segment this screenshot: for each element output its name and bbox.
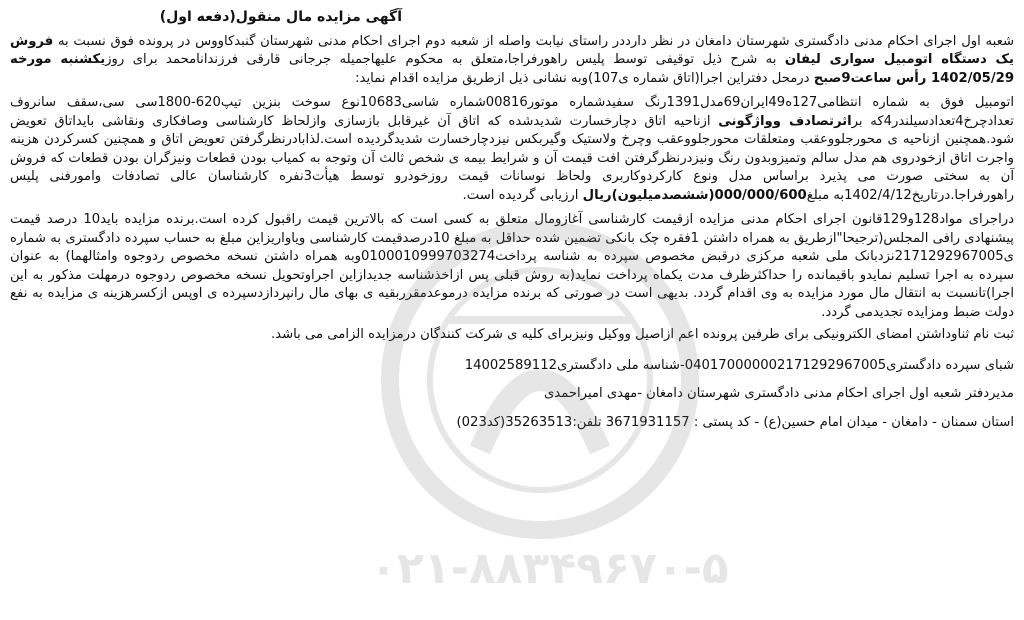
registration-line: ثبت نام ثناوداشتن امضای الکترونیکی برای طرفین پرونده اعم ازاصیل ووکیل ونیزبرای کلیه ی شرکت کنندگان درمزایده الزامی می باشد. bbox=[270, 327, 1014, 342]
intro-paragraph bbox=[10, 33, 1014, 89]
address-line: استان سمنان - دامغان - میدان امام حسین(ع) - کد پستی : 3671931157 تلفن:35263513(کد023) bbox=[456, 414, 1014, 430]
sheba-line: شبای سپرده دادگستری040170000002171292967005-شناسه ملی دادگستری14002589112 bbox=[464, 357, 1014, 373]
watermark-phone: ۰۲۱-۸۸۳۴۹۶۷۰-۵ bbox=[370, 543, 729, 594]
vehicle-paragraph bbox=[10, 94, 1014, 205]
vehicle-part-2: ازناحیه اتاق دچارخسارت شدیدشده که اتاق آن غیرقابل بازسازی وازلحاظ کارشناسی وصافکاری ونقاشی بایداتاق تعویض شود.همچنین ازناحیه ی محورجلووعقب ومتعلقات محورجلووعقب وچرخ ولاستیک وگیربکس نیزدچارخسارت شدیدگردیده است.لذابادرنظرگرفتن تعویض اتاق و همچنین کسرکردن هزینه واجرت اتاق ازخودروی هم مدل سالم وتمیزوبدون رنگ ونیزدرنظرگرفتن افت قیمت آن و شرایط بیمه ی شخص ثالث آن وتوجه به کمیاب بودن قطعات ونیزگران بودن قطعات که فروش آن به سختی صورت می پذیرد براساس مدل ونوع کارکردوکاربری ولحاظ نوسانات قیمت روزخودرو توسط هیأت3نفره کارشناسان عالی تصادفات وامورفنی پلیس راهورفراجا.درتاریخ1402/4/12به مبلغ bbox=[10, 113, 1014, 203]
vehicle-part-1: اتومبیل فوق به شماره انتظامی127ه49ایران69مدل1391رنگ سفیدشماره موتور00816شماره شاسی10683نوع سوخت بنزین تیپ620-1800سی سی،سقف سانروف تعدادچرخ4تعدادسیلندر4که بر bbox=[10, 95, 1014, 129]
auction-date: یکشنبه مورخه 1402/05/29 رأس ساعت9صبح bbox=[10, 52, 1014, 86]
rules-paragraph: دراجرای مواد128و129قانون اجرای احکام مدنی مزایده ازقیمت کارشناسی آغازومال متعلق به کسی است که بالاترین قیمت راقبول کرده است.برنده مزایده باید10 درصد قیمت پیشنهادی رافی المجلس(ترجیحا"ازطریق به همراه داشتن 1فقره چک بانکی تضمین شده حداقل به مبلغ 10درصدقیمت کارشناسی ویاواریزاین مبلغ به حساب سپرده دادگستری به شماره ی2171292967005نزدبانک ملی شعبه مرکزی درقبض مخصوص سپرده به شناسه پرداخت0100010999703274وبه همراه داشتن نسخه مخصوص ردوجوه وامثالهما) به عنوان سپرده به اجرا تسلیم نمایدو باقیمانده را حداکثرظرف مدت یکماه پرداخت نماید(به روش قبلی پس ازاخذشناسه جدیدازاین اجراوتحویل نسخه مخصوص ردوجوه درمهلت مذکور به این اجرا)تانسبت به انتقال مال مورد مزایده به وی اقدام گردد. بدیهی است در صورتی که برنده مزایده درموعدمقرربقیه ی بهای مال رانپردازدسپرده ی اوپس ازکسرهزینه ی مزایده به نفع دولت ضبط ومزایده تجدیدمی گردد. bbox=[10, 212, 1014, 320]
intro-part-2: به شرح ذیل توقیفی توسط پلیس راهورفراجا،متعلق به محکوم علیهاجمیله جرجانی قارقی فرزندانامحمد برای روز bbox=[105, 52, 785, 67]
intro-part-1: شعبه اول اجرای احکام مدنی دادگستری شهرستان دامغان در نظر دارددر راستای نیابت واصله از شعبه دوم اجرای احکام مدنی شهرستان گنبدکاووس در پرونده فوق نسبت به bbox=[53, 33, 1014, 49]
manager-line: مدیردفتر شعبه اول اجرای احکام مدنی دادگستری شهرستان دامغان -مهدی امیراحمدی bbox=[543, 386, 1014, 401]
appraisal-amount: 000/000/600(ششصدمیلیون)ریال bbox=[582, 187, 807, 203]
notice-title: آگهی مزایده مال منقول(دفعه اول) bbox=[159, 9, 402, 25]
vehicle-bold-1: اثرتصادف وواژگونی bbox=[718, 113, 852, 129]
vehicle-part-3: ارزیابی گردیده است. bbox=[462, 187, 583, 203]
intro-part-3: درمحل دفتراین اجرا(اتاق شماره ی107)وبه نشانی ذیل ازطریق مزایده اقدام نماید: bbox=[355, 70, 814, 86]
intro-bold-1: فروش یک دستگاه اتومبیل سواری لیفان bbox=[10, 33, 1014, 67]
